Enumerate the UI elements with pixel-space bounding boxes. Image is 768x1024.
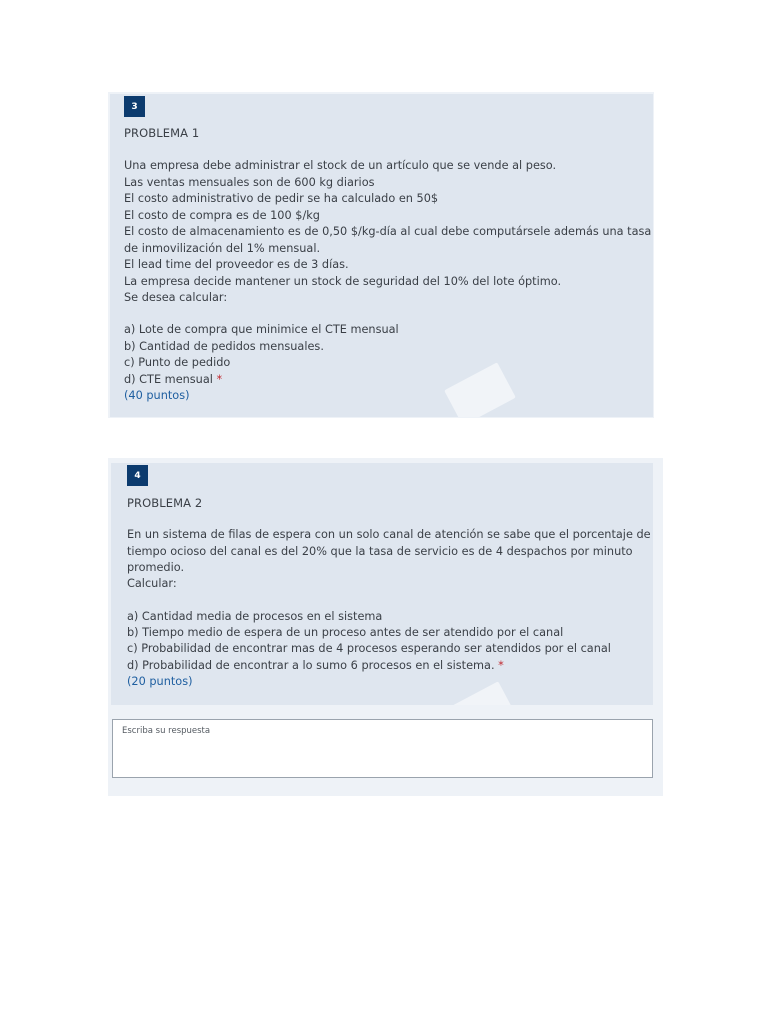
watermark-shape <box>444 362 516 417</box>
question-item-last <box>124 373 222 386</box>
question-item: b) Tiempo medio de espera de un proceso antes de ser atendido por el canal <box>127 626 564 639</box>
question-item: a) Lote de compra que minimice el CTE mensual <box>124 323 399 336</box>
question-text-line: Calcular: <box>127 577 177 590</box>
question-text-line: Se desea calcular: <box>124 291 228 304</box>
answer-textarea[interactable] <box>112 719 653 778</box>
question-text-line: El costo de almacenamiento es de 0,50 $/kg-día al cual debe computársele además una tasa <box>124 225 652 238</box>
question-number-badge: 3 <box>124 96 145 117</box>
question-item-last <box>127 659 504 672</box>
question-text-line: El costo de compra es de 100 $/kg <box>124 209 320 222</box>
question-text-line: En un sistema de filas de espera con un solo canal de atención se sabe que el porcentaje de <box>127 528 651 541</box>
question-text-line: El lead time del proveedor es de 3 días. <box>124 258 349 271</box>
question-item: d) Probabilidad de encontrar a lo sumo 6 procesos en el sistema. <box>127 659 495 672</box>
answer-placeholder: Escriba su respuesta <box>122 726 211 736</box>
question-item: b) Cantidad de pedidos mensuales. <box>124 340 324 353</box>
question-item: d) CTE mensual <box>124 373 213 386</box>
question-text-line: de inmovilización del 1% mensual. <box>124 242 321 255</box>
question-item: c) Punto de pedido <box>124 356 231 369</box>
question-text-line: tiempo ocioso del canal es del 20% que la tasa de servicio es de 4 despachos por minuto <box>127 545 633 558</box>
question-item: c) Probabilidad de encontrar mas de 4 procesos esperando ser atendidos por el canal <box>127 642 611 655</box>
required-marker: * <box>216 373 223 386</box>
question-text-line: Las ventas mensuales son de 600 kg diarios <box>124 176 375 189</box>
question-points: (20 puntos) <box>127 675 193 688</box>
watermark-shape <box>445 681 517 705</box>
question-points: (40 puntos) <box>124 389 190 402</box>
question-text-line: El costo administrativo de pedir se ha calculado en 50$ <box>124 192 439 205</box>
question-text-line: La empresa decide mantener un stock de seguridad del 10% del lote óptimo. <box>124 275 562 288</box>
question-text-line: Una empresa debe administrar el stock de un artículo que se vende al peso. <box>124 159 557 172</box>
question-number-badge: 4 <box>127 465 148 486</box>
question-item: a) Cantidad media de procesos en el sistema <box>127 610 383 623</box>
question-title: PROBLEMA 1 <box>124 126 200 140</box>
question-title: PROBLEMA 2 <box>127 496 203 510</box>
required-marker: * <box>498 659 504 672</box>
question-text-line: promedio. <box>127 561 185 574</box>
